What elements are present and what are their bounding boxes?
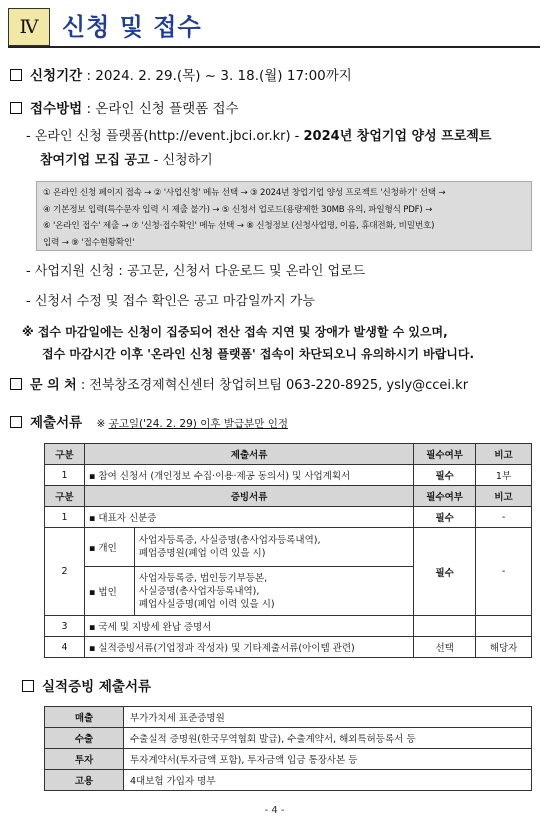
table-row: 3 ▪ 국세 및 지방세 완납 증명서	[45, 616, 532, 637]
checkbox-icon	[10, 102, 22, 114]
step-line: 입력 → ⑨ '접수현황확인'	[43, 237, 135, 248]
period-label: 신청기간	[30, 68, 83, 84]
method-row	[10, 99, 239, 119]
performance-row	[22, 677, 151, 697]
table-row: 1 ▪ 참여 신청서 (개인정보 수집·이용·제공 동의서) 및 사업계획서 필수 1부	[45, 465, 532, 486]
documents-note-underlined: 공고일('24. 2. 29) 이후 발급분만 인정	[108, 418, 289, 430]
method-bullet: - 사업지원 신청 : 공고문, 신청서 다운로드 및 온라인 업로드	[26, 264, 366, 279]
performance-table	[44, 706, 532, 791]
warning-line: ※ 접수 마감일에는 신청이 집중되어 전산 접속 지연 및 장애가 발생할 수 있으며,	[22, 325, 448, 339]
application-steps-box	[36, 181, 532, 251]
documents-note: ※ 공고일('24. 2. 29) 이후 발급분만 인정	[96, 418, 289, 430]
method-platform-line-2	[40, 151, 213, 171]
table-header: 구분 제출서류 필수여부 비고	[45, 444, 532, 465]
project-name: 2024년 창업기업 양성 프로젝트	[303, 129, 492, 144]
section-number: Ⅳ	[8, 8, 50, 46]
step-line: ① 온라인 신청 페이지 접속 → ② '사업신청' 메뉴 선택 → ③ 2024년 창업기업 양성 프로젝트 '신청하기' 선택 →	[43, 188, 446, 198]
contact-label: 문 의 처	[30, 378, 77, 393]
documents-table	[44, 443, 532, 658]
method-value: : 온라인 신청 플랫폼 접수	[82, 101, 239, 117]
personal-docs: 사업자등록증, 사실증명(총사업자등록내역), 폐업증명원(폐업 이력 있을 시)	[134, 528, 413, 567]
period-row	[10, 66, 352, 86]
apply-text: - 신청하기	[149, 153, 213, 168]
contact-value: : 전북창조경제혁신센터 창업허브팀 063-220-8925, ysly@ccei.kr	[76, 378, 469, 393]
table-row: 고용 4대보험 가입자 명부	[45, 770, 532, 791]
section-title: 신청 및 접수	[62, 13, 202, 41]
table-row: 2 ▪ 개인 사업자등록증, 사실증명(총사업자등록내역), 폐업증명원(폐업 이력 있을 시) 필수 -	[45, 528, 532, 567]
documents-label: 제출서류	[30, 415, 83, 431]
checkbox-icon	[22, 680, 34, 692]
corporate-docs: 사업자등록증, 법인등기부등본, 사실증명(총사업자등록내역), 폐업사실증명(폐업 이력 있을 시)	[134, 567, 413, 616]
table-row: 4 ▪ 실적증빙서류(기업정과 작성자) 및 기타제출서류(아이템 관련) 선택 해당자	[45, 637, 532, 658]
step-line: ⑥ '온라인 접수' 제출 → ⑦ '신청·접수확인' 메뉴 선택 → ⑧ 신청정보 (신청사업명, 이름, 휴대전화, 비밀번호)	[43, 221, 435, 231]
table-row: 매출 부가가치세 표준증명원	[45, 707, 532, 728]
method-bullet: - 신청서 수정 및 접수 확인은 공고 마감일까지 가능	[26, 294, 315, 309]
table-row: 투자 투자계약서(투자금액 포함), 투자금액 입금 통장사본 등	[45, 749, 532, 770]
warning-line: 접수 마감시간 이후 '온라인 신청 플랫폼' 접속이 차단되오니 유의하시기 바랍니다.	[42, 347, 475, 361]
table-row: 1 ▪ 대표자 신분증 필수 -	[45, 507, 532, 528]
performance-label: 실적증빙 제출서류	[42, 679, 152, 695]
announcement-name: 참여기업 모집 공고	[40, 153, 150, 168]
contact-row	[10, 376, 468, 396]
table-row: 수출 수출실적 증명원(한국무역협회 발급), 수출계약서, 해외특허등록서 등	[45, 728, 532, 749]
section-divider	[8, 46, 540, 48]
documents-row	[10, 413, 288, 434]
table-row: ▪ 법인 사업자등록증, 법인등기부등본, 사실증명(총사업자등록내역), 폐업사실증명(폐업 이력 있을 시)	[45, 567, 532, 616]
method-label: 접수방법	[30, 101, 83, 117]
step-line: ④ 기본정보 입력(특수문자 입력 시 제출 불가) → ⑤ 신청서 업로드(용량제한 30MB 유의, 파일형식 PDF) →	[43, 204, 433, 215]
checkbox-icon	[10, 378, 22, 390]
table-header: 구분 증빙서류 필수여부 비고	[45, 486, 532, 507]
checkbox-icon	[10, 416, 22, 428]
period-value: : 2024. 2. 29.(목) ~ 3. 18.(월) 17:00까지	[82, 68, 352, 84]
method-platform-line	[26, 127, 491, 147]
platform-link-text: - 온라인 신청 플랫폼(http://event.jbci.or.kr) -	[26, 129, 304, 144]
page-number: - 4 -	[264, 805, 285, 816]
checkbox-icon	[10, 69, 22, 81]
